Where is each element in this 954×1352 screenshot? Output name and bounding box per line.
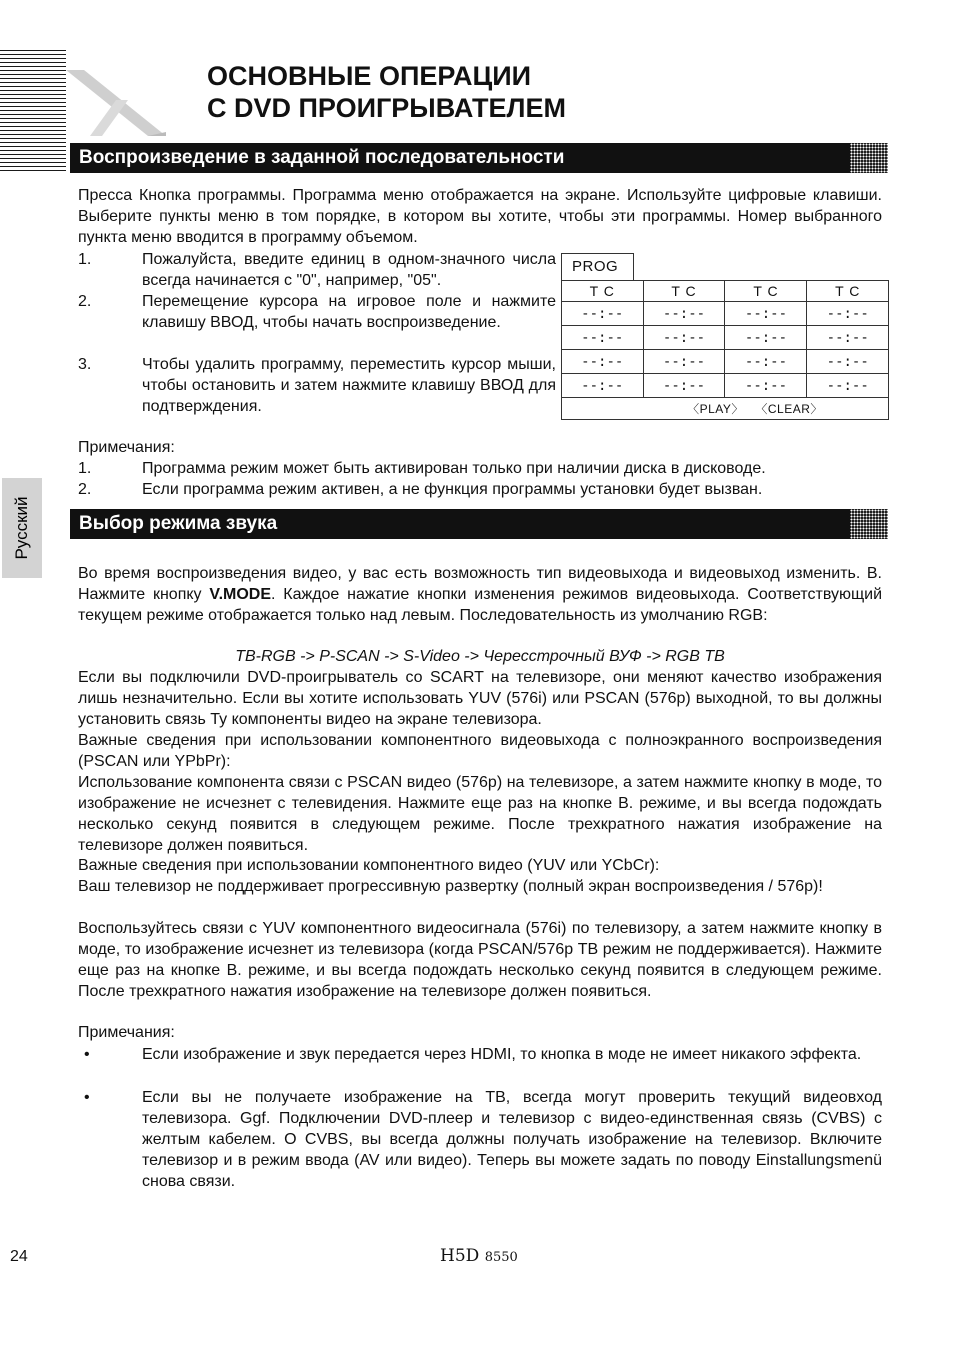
prog-slot: --:--: [807, 302, 888, 326]
prog-slot: --:--: [643, 326, 725, 350]
prog-table: [562, 281, 888, 398]
prog-slot: --:--: [643, 350, 725, 374]
page-number: 24: [10, 1248, 28, 1265]
note-text: Программа режим может быть активирован только при наличии диска в дисководе.: [142, 460, 766, 477]
notes-label: Примечания:: [78, 1024, 175, 1041]
notes-label: Примечания:: [78, 439, 175, 456]
paragraph-pscan-usage: Использование компонента связи с PSCAN видео (576p) на телевизоре, а затем нажмите кнопку в моде, то изображение не исчезнет с телевидения. Нажмите еще раз на кнопке В. режиме, и вы всегда подождать несколько секунд появится в следующем режиме. После трехкратного нажатия изображение на телевизоре должен появиться.: [78, 774, 882, 854]
prog-grid: [561, 280, 889, 420]
section-heading-text: Воспроизведение в заданной последовательности: [79, 147, 565, 168]
bullet-text: Если изображение и звук передается через HDMI, то кнопка в моде не имеет никакого эффекта.: [142, 1046, 862, 1063]
program-menu-diagram: [561, 253, 889, 420]
mode-sequence: TB-RGB -> P-SCAN -> S-Video -> Чересстрочный ВУФ -> RGB TB: [235, 648, 725, 665]
vmode-key: V.MODE: [209, 585, 272, 603]
prog-slot: --:--: [725, 302, 807, 326]
section-heading-video-mode: [70, 509, 888, 539]
prog-slot: --:--: [562, 302, 643, 326]
paragraph-scart: Если вы подключили DVD-проигрыватель со SCART на телевизоре, они меняют качество изображения лишь незначительно. Если вы хотите использовать YUV (576i) или PSCAN (576p) выходной, то вы должны установить связь Ту компоненты видео на экране телевизора.: [78, 669, 882, 728]
header-stripes: [0, 50, 66, 174]
language-tab-label: Русский: [12, 496, 31, 560]
step-number: 1.: [78, 251, 92, 268]
prog-slot: --:--: [807, 374, 888, 398]
prog-header-cell: T C: [807, 281, 888, 302]
video-mode-intro: [78, 564, 882, 627]
paragraph-yuv-usage: Воспользуйтесь связи с YUV компонентного видеосигнала (576i) по телевизору, а затем нажмите кнопку в моде, то изображение исчезнет из телевизора (когда PSCAN/576p ТВ режим не поддерживается). Нажмите еще раз на кнопке В. режиме, и вы всегда подождать несколько секунд появится в следующем режиме. После трехкратного нажатия изображение на телевизоре должен появиться.: [78, 920, 882, 1000]
prog-header-cell: T C: [562, 281, 643, 302]
section1-intro: Пресса Кнопка программы. Программа меню отображается на экране. Используйте цифровые клавиши. Выберите пункты меню в том порядке, в котором вы хотите, чтобы эти программы. Номер выбранного пункта меню вводится в программу объемом.: [78, 187, 882, 246]
section-heading-program-playback: [70, 143, 888, 173]
note-number: 1.: [78, 460, 92, 477]
footer-brand: [440, 1246, 518, 1266]
prog-slot: --:--: [562, 374, 643, 398]
heading-dots-pattern: [850, 143, 888, 173]
prog-clear-label: 〈CLEAR〉: [755, 402, 823, 416]
paragraph-pscan-info: Важные сведения при использовании компонентного видеовыхода с полноэкранного воспроизведения (PSCAN или YPbPr):: [78, 732, 882, 770]
note-number: 2.: [78, 481, 92, 498]
heading-dots-pattern: [850, 509, 888, 539]
brand-model: 8550: [484, 1250, 518, 1265]
prog-buttons: [562, 400, 888, 417]
note-text: Если программа режим активен, а не функция программы установки будет вызван.: [142, 481, 763, 498]
prog-slot: --:--: [643, 302, 725, 326]
intro-text-a: Во время воспроизведения видео, у вас есть возможность тип видеовыхода и видеовыход изменить. В. Нажмите кнопку: [78, 565, 882, 603]
brand-x-logo: [62, 70, 172, 140]
language-tab: [2, 478, 42, 578]
bullet-mark: •: [84, 1089, 90, 1106]
prog-slot: --:--: [807, 350, 888, 374]
step-text: Чтобы удалить программу, переместить курсор мыши, чтобы остановить и затем нажмите клавишу ВВОД для подтверждения.: [142, 356, 556, 415]
prog-slot: --:--: [725, 350, 807, 374]
brand-letters: 5D: [454, 1246, 480, 1266]
step-text: Перемещение курсора на игровое поле и нажмите клавишу ВВОД, чтобы начать воспроизведение.: [142, 293, 556, 331]
prog-slot: --:--: [562, 326, 643, 350]
step-text: Пожалуйста, введите единиц в одном-значного числа всегда начинается с "0", например, "05".: [142, 251, 556, 289]
prog-tab: PROG: [561, 253, 634, 280]
prog-play-label: 〈PLAY〉: [687, 402, 744, 416]
bullet-text: Если вы не получаете изображение на ТВ, всегда могут проверить текущий видеовход телевизора. Ggf. Подключении DVD-плеер и телевизор с видео-единственная связь (CVBS) с желтым кабелем. О CVBS, вы всегда должны получать изображение на телевизор. Включите телевизор и в режим ввода (AV или видео). Теперь вы можете задать по поводу Einstallungsmenü снова связи.: [142, 1089, 882, 1190]
page-title: [207, 60, 566, 124]
intro-text-b: . Каждое нажатие кнопки изменения режимов видеовыхода. Соответствующий текущем режиме отображается только над левым. Последовательность из умолчанию RGB:: [78, 585, 883, 624]
step-number: 3.: [78, 356, 92, 373]
paragraph-yuv-info: Важные сведения при использовании компонентного видео (YUV или YCbCr):: [78, 857, 660, 874]
prog-slot: --:--: [807, 326, 888, 350]
bullet-mark: •: [84, 1046, 90, 1063]
prog-header-cell: T C: [643, 281, 725, 302]
step-number: 2.: [78, 293, 92, 310]
title-line-1: ОСНОВНЫЕ ОПЕРАЦИИ: [207, 61, 532, 91]
paragraph-progressive-warning: Ваш телевизор не поддерживает прогрессивную развертку (полный экран воспроизведения / 576p)!: [78, 878, 823, 895]
prog-header-cell: T C: [725, 281, 807, 302]
prog-slot: --:--: [725, 374, 807, 398]
title-line-2: С DVD ПРОИГРЫВАТЕЛЕМ: [207, 93, 566, 123]
prog-slot: --:--: [725, 326, 807, 350]
prog-slot: --:--: [562, 350, 643, 374]
brand-letter: H: [440, 1246, 455, 1266]
prog-slot: --:--: [643, 374, 725, 398]
section-heading-text: Выбор режима звука: [79, 513, 278, 534]
